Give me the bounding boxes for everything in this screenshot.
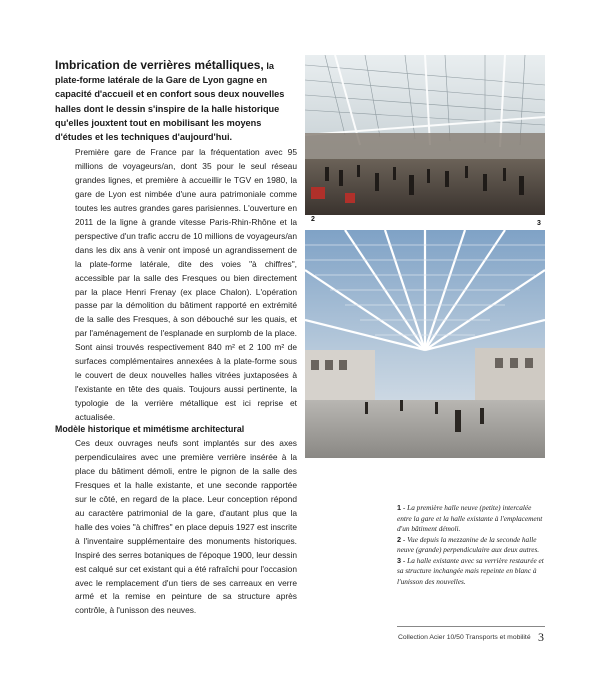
section-paragraph: Ces deux ouvrages neufs sont implantés sur des axes perpendiculaires avec une première verrière insérée à la place du bâtiment démoli, entre le pignon de la salle des Fresques et la halle existante, et une seconde rapportée sur le côté, en regard de la place. Leur conception répond au caractère patrimonial de la gare, d'autant plus que la halle des voies "à chiffres" en place depuis 1927 est inscrite à l'inventaire supplémentaire des monuments historiques. Inspiré des serres botaniques de l'époque 1900, leur dessin est calqué sur cet existant qui a été rafraîchi pour l'occasion avec le remplacement d'un tiers de ses carreaux en verre armé et la remise en peinture de sa structure après contrôle, à l'unisson des neuves.	[75, 438, 297, 616]
footer-collection: Collection Acier 10/50 Transports et mobilité	[398, 634, 531, 641]
photo-number-3: 3	[537, 220, 541, 227]
photo-glass-roof-hall	[305, 230, 545, 458]
section-body	[75, 437, 297, 618]
photo-station-hall-crowd	[305, 55, 545, 215]
body-column	[75, 146, 297, 425]
section-title: Modèle historique et mimétisme architectural	[55, 424, 245, 434]
lead-paragraph	[55, 58, 297, 144]
body-paragraph-1: Première gare de France par la fréquentation avec 95 millions de voyageurs/an, dont 35 pour le seul réseau grandes lignes, et première à accueillir le TGV en 1980, la gare de Lyon est nimbée d'une aura patrimoniale comme toutes les autres grandes gares parisiennes. L'ouverture en 2011 de la ligne à grande vitesse Paris-Rhin-Rhône et la perspective d'un trafic accru de 10 millions de voyageurs/an dans les dix ans à venir ont imposé un agrandissement de la plate-forme latérale, dite des voies "à chiffres", accessible par la salle des Fresques ou bien directement par la place Henri Frenay (ex place Chalon). L'opération passe par la démolition du bâtiment rapporté en extrémité de la salle des Fresques, à son débouché sur les quais, et par l'aménagement de l'esplanade en surplomb de la place. Sont ainsi trouvés respectivement 840 m² et 2 100 m² de surfaces complémentaires annexées à la plate-forme sous le couvert de deux nouvelles halles vitrées juxtaposées à l'existante en tête des quais. Toujours aussi pertinente, la typologie de la verrière métallique est ici reprise et actualisée.	[75, 147, 297, 423]
caption-2-number: 2	[397, 534, 402, 544]
photo-captions	[397, 503, 547, 587]
footer-rule	[397, 626, 545, 627]
lead-title: Imbrication de verrières métalliques,	[55, 58, 264, 72]
caption-3-number: 3	[397, 555, 402, 565]
lead-text: la plate-forme latérale de la Gare de Lyon gagne en capacité d'accueil et en confort sous deux nouvelles halles dont le dessin s'inspire de la halle historique qu'elles jouxtent tout en mobilisant les moyens d'études et les techniques d'aujourd'hui.	[55, 61, 285, 143]
page-number: 3	[538, 630, 544, 644]
photo-number-2: 2	[311, 216, 315, 223]
caption-2	[397, 535, 547, 556]
caption-3	[397, 556, 547, 588]
caption-1-text: - La première halle neuve (petite) intercalée entre la gare et la halle existante à l'emplacement d'un bâtiment démoli.	[397, 503, 543, 533]
caption-2-text: - Vue depuis la mezzanine de la seconde halle neuve (grande) perpendiculaire aux deux autres.	[397, 534, 540, 554]
caption-1-number: 1	[397, 503, 402, 512]
caption-3-text: - La halle existante avec sa verrière restaurée et sa structure inchangée mais repeinte en blanc à l'unisson des nouvelles.	[397, 555, 544, 586]
caption-1	[397, 503, 547, 535]
